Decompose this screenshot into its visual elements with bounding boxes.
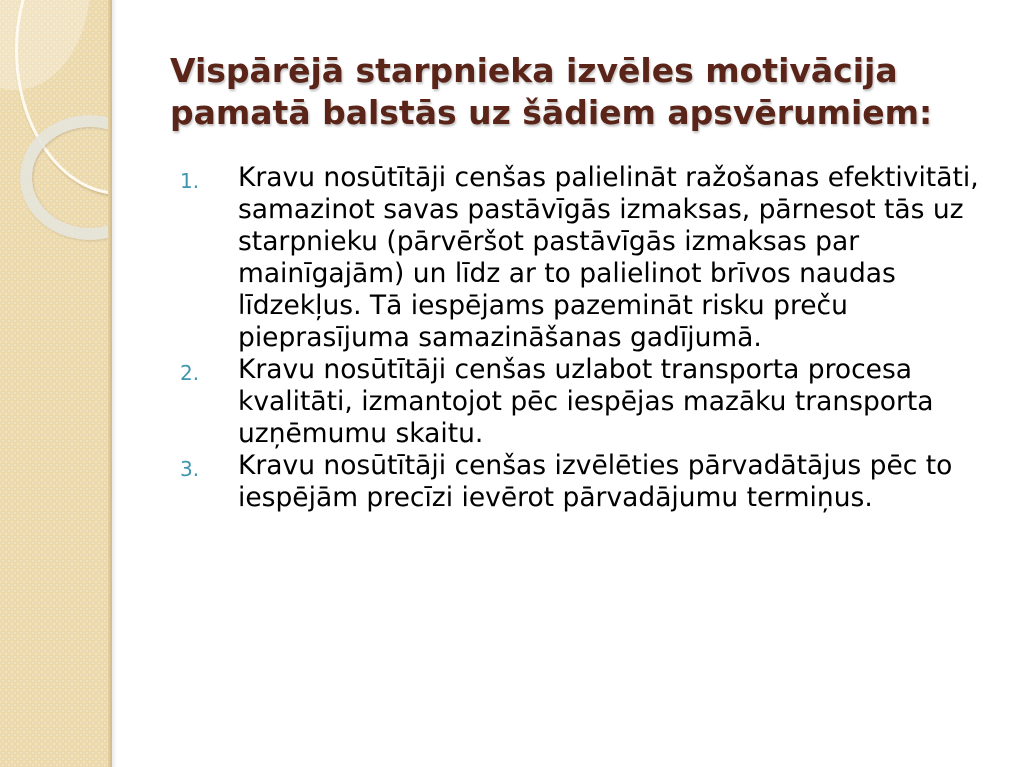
list-item-text: Kravu nosūtītāji cenšas uzlabot transporta procesa kvalitāti, izmantojot pēc iespējas mazāku transporta uzņēmumu skaitu. bbox=[238, 354, 934, 449]
list-item bbox=[180, 354, 1010, 450]
decorative-sidebar bbox=[0, 0, 112, 767]
list-item-text: Kravu nosūtītāji cenšas izvēlēties pārvadātājus pēc to iespējām precīzi ievērot pārvadājumu termiņus. bbox=[238, 450, 953, 513]
slide-title: Vispārējā starpnieka izvēles motivācija pamatā balstās uz šādiem apsvērumiem: bbox=[170, 51, 933, 132]
list-number: 1. bbox=[180, 169, 200, 193]
list-number: 3. bbox=[180, 457, 200, 481]
list-item bbox=[180, 450, 1010, 514]
list-item-text: Kravu nosūtītāji cenšas palielināt ražošanas efektivitāti, samazinot savas pastāvīgās izmaksas, pārnesot tās uz starpnieku (pārvēršot pastāvīgās izmaksas par mainīgajām) un līdz ar to palielinot brīvos naudas līdzekļus. Tā iespējams pazemināt risku preču pieprasījuma samazināšanas gadījumā. bbox=[238, 162, 979, 353]
list-item bbox=[180, 162, 1010, 354]
numbered-list bbox=[180, 162, 1010, 514]
sidebar-shadow bbox=[112, 0, 117, 767]
list-number: 2. bbox=[180, 361, 200, 385]
